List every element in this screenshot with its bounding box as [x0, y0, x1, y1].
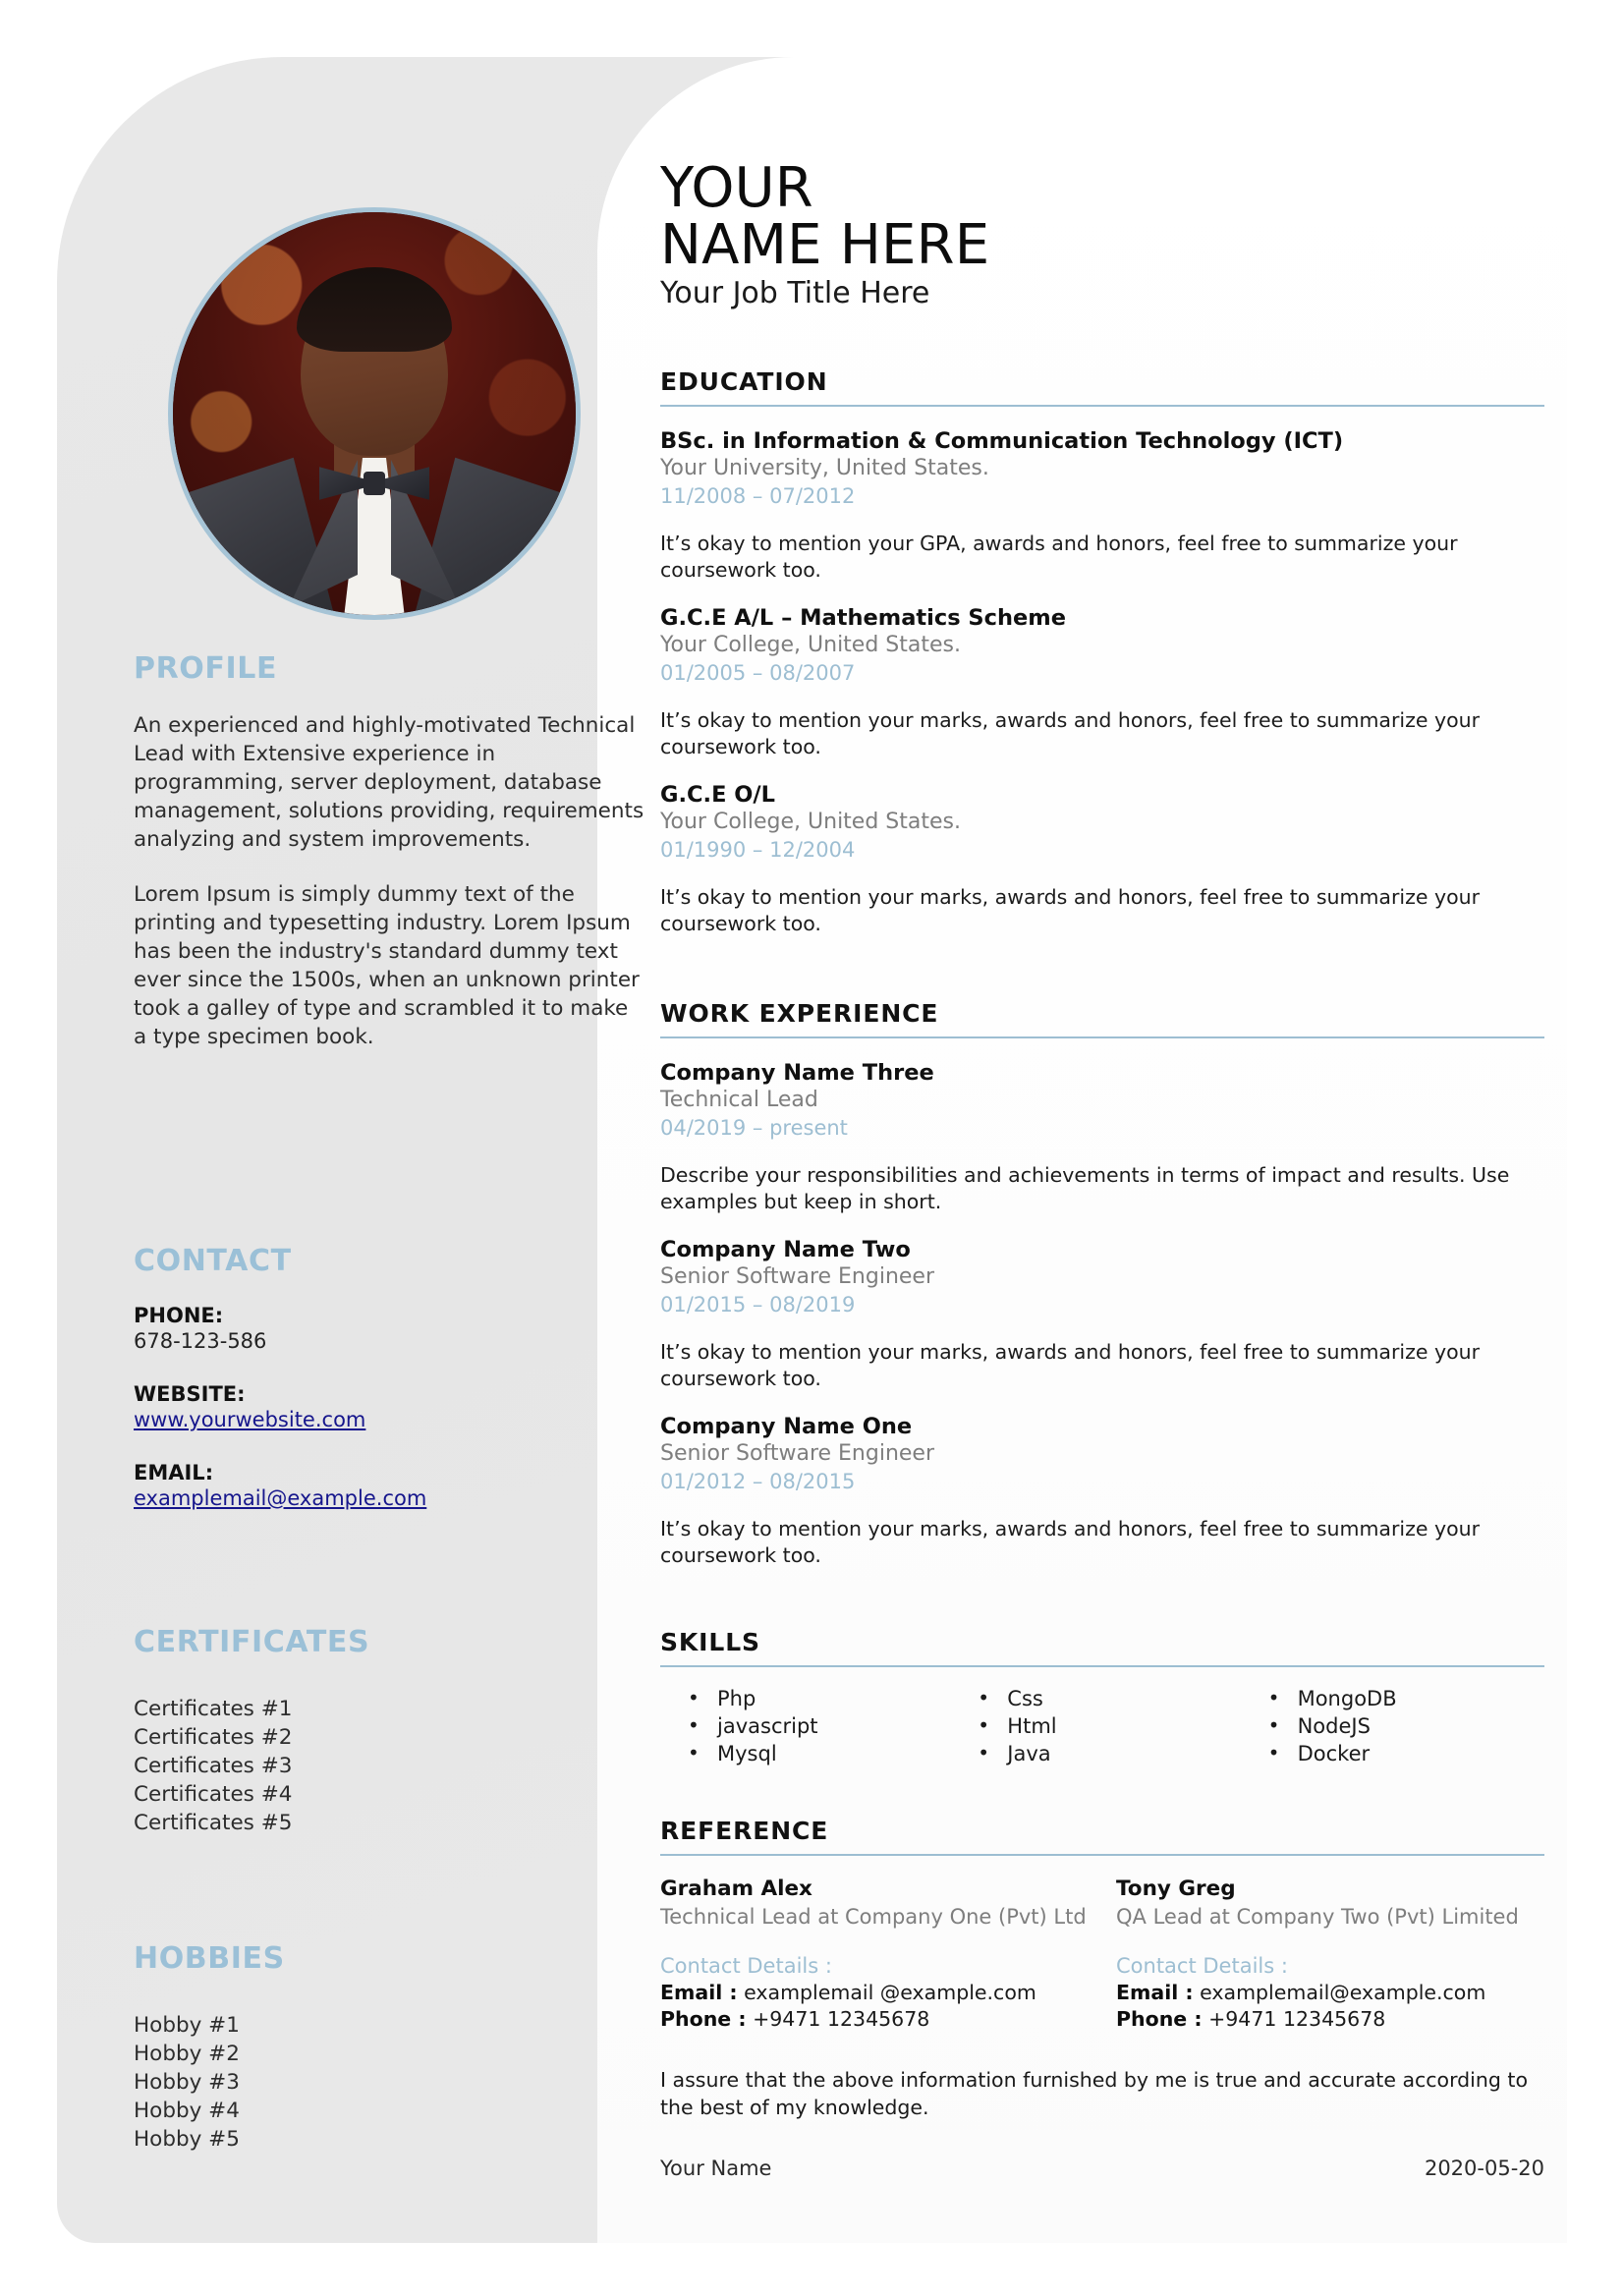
avatar — [168, 207, 581, 620]
reference-email — [660, 1980, 1089, 2006]
entry-role: Technical Lead — [660, 1088, 818, 1112]
education-section — [660, 367, 1544, 937]
reference-role: Technical Lead at Company One (Pvt) Ltd — [660, 1905, 1087, 1929]
work-experience-section — [660, 999, 1544, 1569]
signature-name: Your Name — [660, 2156, 772, 2180]
hobbies-heading: HOBBIES — [134, 1941, 285, 1976]
reference-phone — [1116, 2006, 1544, 2033]
website-link[interactable]: www.yourwebsite.com — [134, 1408, 366, 1431]
skill-item: • MongoDB — [1255, 1685, 1544, 1712]
section-divider — [660, 1036, 1544, 1038]
page-title-line1: YOUR — [660, 156, 813, 220]
entry-description: It’s okay to mention your marks, awards and honors, feel free to summarize your coursework too. — [660, 885, 1481, 935]
reference-email-label: Email : — [1116, 1981, 1194, 2004]
list-item: Hobby #1 — [134, 2013, 240, 2038]
phone-label: PHONE: — [134, 1304, 224, 1327]
skills-column — [1255, 1685, 1544, 1767]
work-entry — [660, 1059, 1544, 1215]
email-label: EMAIL: — [134, 1461, 214, 1484]
work-entry — [660, 1413, 1544, 1569]
phone-value: 678-123-586 — [134, 1329, 267, 1353]
reference-phone-label: Phone : — [1116, 2007, 1203, 2031]
entry-date: 01/1990 – 12/2004 — [660, 838, 856, 862]
list-item: Certificates #1 — [134, 1697, 293, 1721]
skills-column — [964, 1685, 1254, 1767]
entry-date: 01/2012 – 08/2015 — [660, 1470, 856, 1493]
list-item: Hobby #2 — [134, 2042, 240, 2066]
reference-email — [1116, 1980, 1544, 2006]
main-column — [660, 57, 1544, 2180]
reference-phone-value: +9471 12345678 — [753, 2007, 930, 2031]
entry-description: It’s okay to mention your marks, awards and honors, feel free to summarize your coursework too. — [660, 1340, 1481, 1390]
list-item: Hobby #3 — [134, 2070, 240, 2095]
reference-phone-label: Phone : — [660, 2007, 747, 2031]
assurance-statement: I assure that the above information furnished by me is true and accurate according to the best of my knowledge. — [660, 2068, 1528, 2119]
skills-columns — [660, 1685, 1544, 1767]
list-item: Certificates #3 — [134, 1754, 293, 1778]
skill-item: • javascript — [674, 1712, 964, 1740]
entry-role: Senior Software Engineer — [660, 1264, 935, 1289]
profile-paragraph-1: An experienced and highly-motivated Technical Lead with Extensive experience in programming, server deployment, database management, solutions providing, requirements analyzing and system improvements. — [134, 713, 644, 852]
entry-role: Senior Software Engineer — [660, 1441, 935, 1466]
email-link[interactable]: examplemail@example.com — [134, 1486, 427, 1510]
work-experience-heading: WORK EXPERIENCE — [660, 999, 939, 1028]
section-divider — [660, 405, 1544, 407]
avatar-bowtie-knot — [364, 472, 385, 495]
signature-row — [660, 2156, 1544, 2180]
entry-date: 01/2015 – 08/2019 — [660, 1293, 856, 1316]
entry-title: Company Name Three — [660, 1060, 934, 1086]
reference-email-value: examplemail @example.com — [744, 1981, 1036, 2004]
education-heading: EDUCATION — [660, 367, 828, 396]
skills-column — [674, 1685, 964, 1767]
list-item: Hobby #5 — [134, 2127, 240, 2152]
reference-phone — [660, 2006, 1089, 2033]
entry-description: It’s okay to mention your marks, awards and honors, feel free to summarize your coursework too. — [660, 708, 1481, 758]
contact-section — [134, 1244, 644, 1512]
entry-institution: Your College, United States. — [660, 810, 961, 834]
skill-item: • Docker — [1255, 1740, 1544, 1767]
reference-name: Graham Alex — [660, 1876, 812, 1901]
reference-contact-heading: Contact Details : — [660, 1954, 832, 1978]
reference-person — [1116, 1876, 1544, 2033]
section-divider — [660, 1854, 1544, 1856]
education-entry — [660, 604, 1544, 760]
section-divider — [660, 1665, 1544, 1667]
entry-date: 04/2019 – present — [660, 1116, 848, 1140]
entry-title: G.C.E O/L — [660, 782, 775, 808]
skill-item: • Mysql — [674, 1740, 964, 1767]
hobbies-section — [134, 1941, 644, 2154]
entry-description: It’s okay to mention your GPA, awards and honors, feel free to summarize your coursework too. — [660, 532, 1458, 582]
reference-email-value: examplemail@example.com — [1200, 1981, 1486, 2004]
profile-section — [134, 651, 644, 1051]
entry-title: Company Name Two — [660, 1237, 911, 1262]
education-entry — [660, 427, 1544, 584]
reference-columns — [660, 1876, 1544, 2033]
skill-item: • Html — [964, 1712, 1254, 1740]
reference-role: QA Lead at Company Two (Pvt) Limited — [1116, 1905, 1519, 1929]
education-entry — [660, 781, 1544, 937]
skill-item: • Php — [674, 1685, 964, 1712]
list-item: Certificates #2 — [134, 1725, 293, 1750]
reference-section — [660, 1817, 1544, 2180]
skills-section — [660, 1628, 1544, 1767]
signature-date: 2020-05-20 — [1424, 2156, 1544, 2180]
list-item: Hobby #4 — [134, 2099, 240, 2123]
reference-person — [660, 1876, 1089, 2033]
entry-title: BSc. in Information & Communication Technology (ICT) — [660, 428, 1344, 454]
entry-title: G.C.E A/L – Mathematics Scheme — [660, 605, 1066, 631]
reference-phone-value: +9471 12345678 — [1208, 2007, 1386, 2031]
list-item: Certificates #5 — [134, 1811, 293, 1835]
entry-title: Company Name One — [660, 1414, 913, 1439]
website-label: WEBSITE: — [134, 1382, 246, 1406]
profile-paragraph-2: Lorem Ipsum is simply dummy text of the printing and typesetting industry. Lorem Ipsum has been the industry's standard dummy text ever since the 1500s, when an unknown printer took a galley of type and scrambled it to make a type specimen book. — [134, 882, 640, 1049]
entry-institution: Your College, United States. — [660, 633, 961, 657]
reference-contact-heading: Contact Details : — [1116, 1954, 1288, 1978]
entry-date: 11/2008 – 07/2012 — [660, 484, 856, 508]
work-entry — [660, 1236, 1544, 1392]
entry-date: 01/2005 – 08/2007 — [660, 661, 856, 685]
sidebar — [57, 57, 644, 2243]
contact-heading: CONTACT — [134, 1244, 292, 1278]
list-item: Certificates #4 — [134, 1782, 293, 1807]
reference-name: Tony Greg — [1116, 1876, 1236, 1901]
skill-item: • Java — [964, 1740, 1254, 1767]
entry-description: Describe your responsibilities and achievements in terms of impact and results. Use examples but keep in short. — [660, 1163, 1510, 1213]
skills-heading: SKILLS — [660, 1628, 760, 1656]
avatar-ring — [168, 207, 581, 620]
skill-item: • Css — [964, 1685, 1254, 1712]
entry-description: It’s okay to mention your marks, awards and honors, feel free to summarize your coursework too. — [660, 1517, 1481, 1567]
entry-institution: Your University, United States. — [660, 456, 989, 480]
certificates-heading: CERTIFICATES — [134, 1625, 370, 1659]
skill-item: • NodeJS — [1255, 1712, 1544, 1740]
reference-heading: REFERENCE — [660, 1817, 829, 1845]
reference-email-label: Email : — [660, 1981, 738, 2004]
profile-heading: PROFILE — [134, 651, 278, 686]
page-title-line2: NAME HERE — [660, 213, 990, 277]
job-title: Your Job Title Here — [660, 276, 930, 310]
certificates-section — [134, 1625, 644, 1837]
